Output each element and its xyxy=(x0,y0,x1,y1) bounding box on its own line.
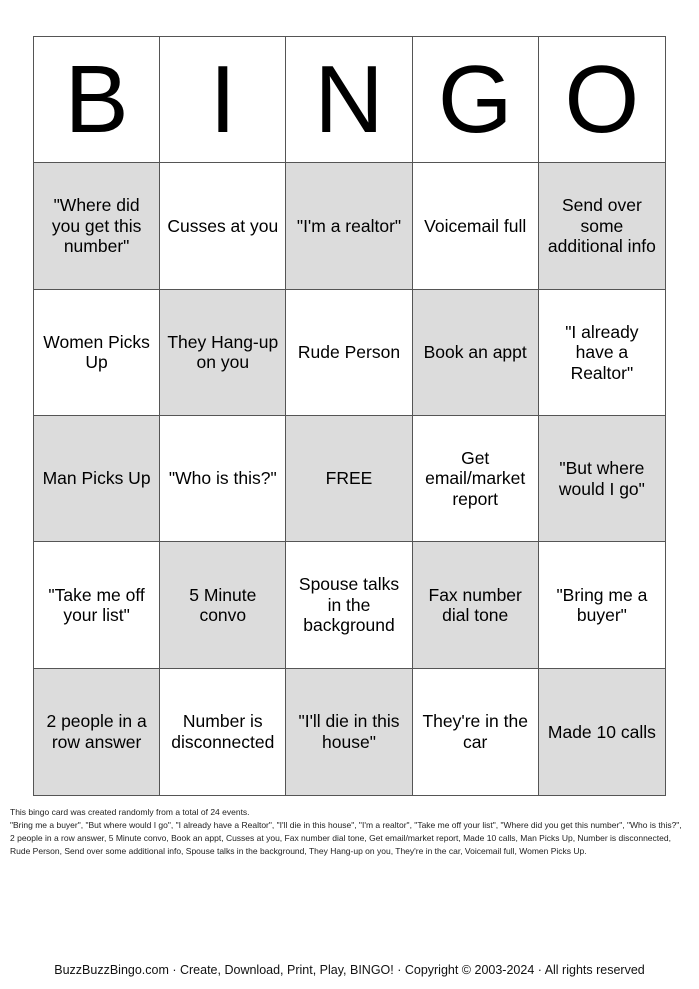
bingo-cell-r2-c4: Book an appt xyxy=(413,290,539,416)
bingo-cell-r3-c1: Man Picks Up xyxy=(34,416,160,542)
bingo-board xyxy=(33,36,666,796)
bingo-cell-r2-c2: They Hang-up on you xyxy=(160,290,286,416)
bingo-cell-r4-c5: "Bring me a buyer" xyxy=(539,542,665,668)
events-list: "Bring me a buyer", "But where would I go", "I already have a Realtor", "I'll die in this house", "I'm a realtor", "Take me off your list", "Where did you get this number", "Who is this?", 2 people in a row answer, 5 Minute convo, Book an appt, Cusses at you, Fax number dial tone, Get email/market report, Made 10 calls, Man Picks Up, Number is disconnected, Rude Person, Send over some additional info, Spouse talks in the background, They Hang-up on you, They're in the car, Voicemail full, Women Picks Up. xyxy=(10,820,682,856)
site-footer: BuzzBuzzBingo.com · Create, Download, Print, Play, BINGO! · Copyright © 2003-2024 · All rights reserved xyxy=(54,963,645,977)
bingo-cell-r1-c5: Send over some additional info xyxy=(539,163,665,289)
events-count-note: This bingo card was created randomly from a total of 24 events. xyxy=(10,807,250,817)
bingo-cell-r1-c2: Cusses at you xyxy=(160,163,286,289)
header-letter-i: I xyxy=(160,37,286,163)
header-letter-g: G xyxy=(413,37,539,163)
bingo-cell-r4-c2: 5 Minute convo xyxy=(160,542,286,668)
bingo-cell-r4-c3: Spouse talks in the background xyxy=(286,542,412,668)
header-letter-o: O xyxy=(539,37,665,163)
bingo-cell-r5-c5: Made 10 calls xyxy=(539,669,665,795)
bingo-cell-free: FREE xyxy=(286,416,412,542)
bingo-cell-r2-c1: Women Picks Up xyxy=(34,290,160,416)
header-letter-b: B xyxy=(34,37,160,163)
bingo-cell-r5-c2: Number is disconnected xyxy=(160,669,286,795)
bingo-cell-r5-c4: They're in the car xyxy=(413,669,539,795)
events-description xyxy=(10,806,685,858)
bingo-cell-r5-c1: 2 people in a row answer xyxy=(34,669,160,795)
bingo-cell-r2-c5: "I already have a Realtor" xyxy=(539,290,665,416)
bingo-cell-r1-c3: "I'm a realtor" xyxy=(286,163,412,289)
bingo-cell-r3-c4: Get email/market report xyxy=(413,416,539,542)
bingo-cell-r2-c3: Rude Person xyxy=(286,290,412,416)
bingo-cell-r1-c4: Voicemail full xyxy=(413,163,539,289)
header-letter-n: N xyxy=(286,37,412,163)
bingo-cell-r1-c1: "Where did you get this number" xyxy=(34,163,160,289)
bingo-cell-r3-c5: "But where would I go" xyxy=(539,416,665,542)
bingo-cell-r4-c4: Fax number dial tone xyxy=(413,542,539,668)
bingo-cell-r5-c3: "I'll die in this house" xyxy=(286,669,412,795)
bingo-cell-r4-c1: "Take me off your list" xyxy=(34,542,160,668)
bingo-cell-r3-c2: "Who is this?" xyxy=(160,416,286,542)
